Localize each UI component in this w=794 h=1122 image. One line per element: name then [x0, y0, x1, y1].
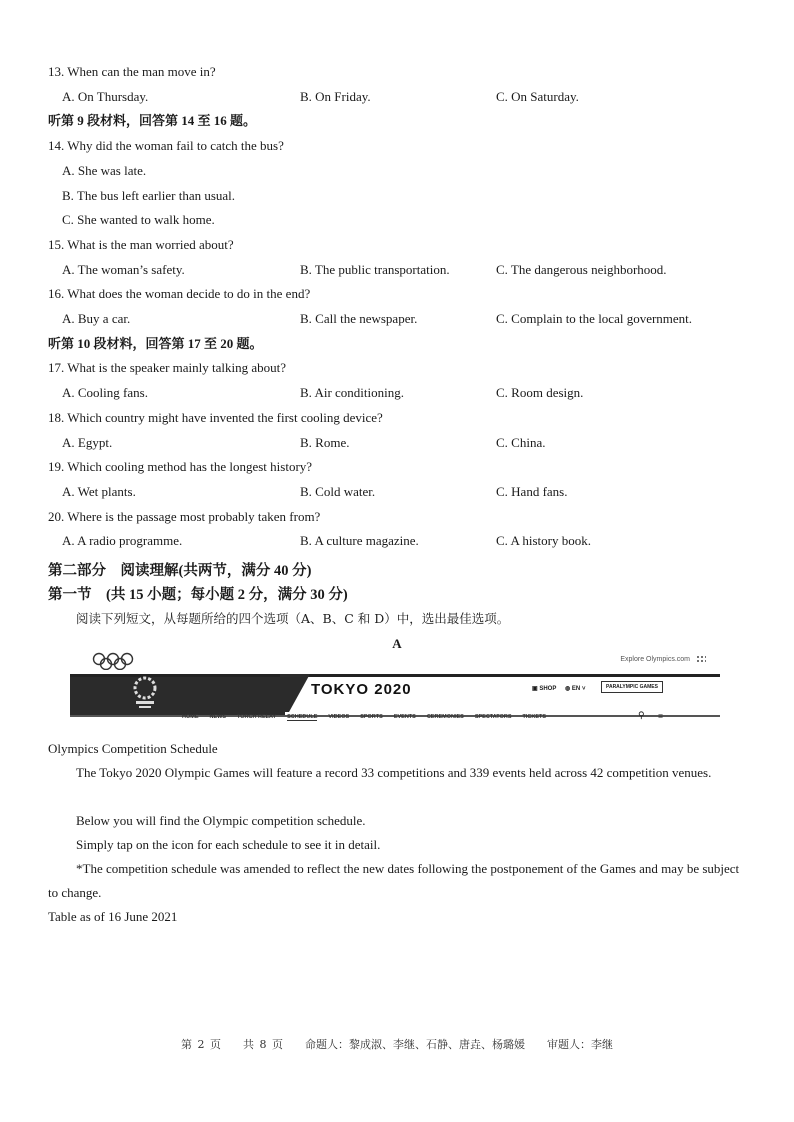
chevron-down-icon: ˅ [581, 686, 586, 692]
nav-item-home[interactable]: HOME [182, 714, 199, 720]
question-option: B. The public transportation. [300, 261, 450, 277]
question-option: C. China. [496, 434, 546, 450]
page-footer: 第 2 页 共 8 页 命题人：黎成淑、李继、石静、唐垚、杨璐媛 审题人：李继 [181, 1038, 613, 1051]
menu-icon[interactable]: ≡ [658, 711, 664, 721]
paralympic-games-button[interactable] [601, 681, 663, 693]
nav-item-tickets[interactable]: TICKETS [522, 714, 547, 720]
question-stem: 17. What is the speaker mainly talking about? [48, 360, 287, 376]
passage-paragraph-3: Simply tap on the icon for each schedule to see it in detail. [76, 837, 381, 852]
paralympic-label: PARALYMPIC GAMES [606, 684, 658, 690]
question-option: B. Cold water. [300, 483, 376, 499]
nav-item-spectators[interactable]: SPECTATORS [474, 714, 512, 720]
tokyo2020-emblem-icon [130, 676, 160, 710]
question-stem: 19. Which cooling method has the longest history? [48, 459, 313, 475]
question-stem: 16. What does the woman decide to do in the end? [48, 286, 311, 302]
language-label: EN [571, 686, 581, 692]
part2-title: 第二部分 阅读理解(共两节，满分 40 分) [48, 563, 312, 579]
apps-grid-icon[interactable] [696, 655, 706, 664]
passage-paragraph-2: Below you will find the Olympic competition schedule. [76, 813, 366, 828]
question-option: A. Cooling fans. [62, 385, 148, 401]
question-option: B. The bus left earlier than usual. [62, 187, 236, 203]
nav-item-schedule[interactable]: SCHEDULE [287, 714, 318, 720]
passage-paragraph-1: The Tokyo 2020 Olympic Games will feature a record 33 competitions and 339 events held across 42 competition venues. [76, 765, 712, 780]
passage-letter: A [392, 636, 402, 651]
question-option: B. Call the newspaper. [300, 311, 418, 326]
question-option: C. Complain to the local government. [496, 311, 693, 326]
question-stem: 15. What is the man worried about? [48, 236, 234, 252]
olympic-rings-icon [92, 652, 136, 670]
nav-item-events[interactable]: EVENTS [393, 714, 416, 720]
globe-icon: ◍ [565, 686, 571, 692]
shop-label: SHOP [539, 686, 557, 692]
question-stem: 20. Where is the passage most probably taken from? [48, 508, 321, 524]
section-instruction: 听第 9 段材料，回答第 14 至 16 题。 [48, 113, 257, 129]
question-option: C. She wanted to walk home. [62, 212, 215, 228]
question-option: C. The dangerous neighborhood. [496, 261, 667, 277]
question-stem: 13. When can the man move in? [48, 64, 216, 79]
bag-icon: ▣ [532, 686, 538, 692]
nav-item-news[interactable]: NEWS [209, 714, 226, 720]
main-nav [182, 714, 557, 720]
question-option: A. Wet plants. [62, 483, 136, 499]
question-stem: 14. Why did the woman fail to catch the bus? [48, 138, 284, 154]
question-option: A. She was late. [62, 162, 147, 178]
question-option: A. The woman’s safety. [62, 261, 185, 277]
section-instruction: 听第 10 段材料，回答第 17 至 20 题。 [48, 335, 263, 351]
tokyo2020-banner [70, 648, 720, 730]
language-selector[interactable] [565, 685, 585, 692]
table-note: Table as of 16 June 2021 [48, 909, 178, 924]
nav-item-videos[interactable]: VIDEOS [328, 714, 350, 720]
explore-link[interactable]: Explore Olympics.com [620, 656, 690, 663]
question-option: B. Air conditioning. [300, 385, 404, 401]
passage-title: Olympics Competition Schedule [48, 741, 218, 756]
question-option: C. On Saturday. [496, 88, 579, 104]
brand-title: TOKYO 2020 [311, 681, 412, 698]
nav-item-ceremonies[interactable]: CEREMONIES [426, 714, 464, 720]
question-option: A. Buy a car. [62, 311, 131, 326]
question-option: A. A radio programme. [62, 533, 183, 549]
shop-link[interactable] [532, 685, 556, 692]
nav-item-torch-relay[interactable]: TORCH RELAY [237, 714, 277, 720]
question-option: A. On Thursday. [62, 88, 149, 104]
reading-instruction: 阅读下列短文，从每题所给的四个选项（A、B、C 和 D）中，选出最佳选项。 [76, 611, 510, 626]
passage-paragraph-4: *The competition schedule was amended to reflect the new dates following the postponement of the Games and may be subject to change. [48, 861, 740, 900]
question-option: B. A culture magazine. [300, 533, 419, 549]
section1-title: 第一节 (共 15 小题；每小题 2 分，满分 30 分) [48, 587, 348, 603]
nav-item-sports[interactable]: SPORTS [360, 714, 383, 720]
question-option: C. A history book. [496, 533, 591, 549]
question-option: C. Room design. [496, 385, 584, 401]
question-option: C. Hand fans. [496, 483, 568, 499]
question-option: B. On Friday. [300, 88, 371, 104]
question-stem: 18. Which country might have invented the first cooling device? [48, 409, 383, 425]
question-option: B. Rome. [300, 434, 350, 450]
search-icon[interactable]: ⚲ [638, 710, 645, 720]
question-option: A. Egypt. [62, 434, 113, 450]
